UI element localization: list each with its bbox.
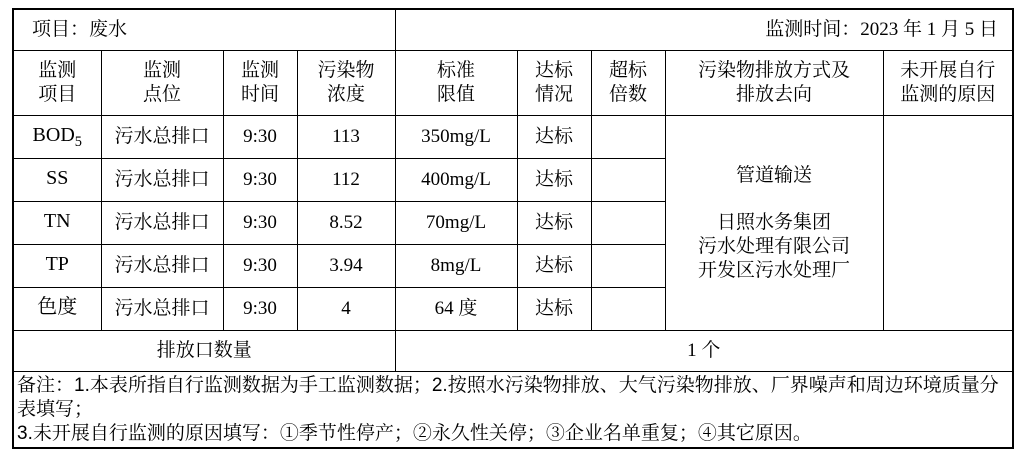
cell-time: 9:30	[223, 116, 297, 159]
col-header-discharge	[665, 51, 883, 116]
cell-item-main: 色度	[37, 296, 78, 318]
cell-time: 9:30	[223, 202, 297, 245]
column-header-row	[13, 51, 1013, 116]
monitoring-report-table	[12, 8, 1014, 449]
col-header-exceed	[591, 51, 665, 116]
date-label: 监测时间：2023 年 1 月 5 日	[395, 9, 1013, 51]
notes-line2: 3.未开展自行监测的原因填写：①季节性停产；②永久性关停；③企业名单重复；④其它原因。	[17, 422, 812, 444]
cell-discharge-method	[665, 116, 883, 331]
col-header-time	[223, 51, 297, 116]
cell-exceed	[591, 288, 665, 331]
cell-exceed	[591, 116, 665, 159]
cell-exceed	[591, 245, 665, 288]
cell-point: 污水总排口	[101, 245, 223, 288]
col-header-limit-line1: 标准	[437, 60, 476, 82]
cell-status: 达标	[517, 288, 591, 331]
col-header-discharge-line1: 污染物排放方式及	[698, 60, 851, 82]
cell-item-main: SS	[46, 167, 69, 189]
cell-item-sub: 5	[74, 134, 82, 150]
discharge-line1: 管道输送	[736, 164, 813, 186]
cell-item	[13, 202, 101, 245]
report-header-row	[13, 9, 1013, 51]
cell-concentration: 112	[297, 159, 395, 202]
discharge-line4: 污水处理有限公司	[698, 235, 851, 257]
col-header-status	[517, 51, 591, 116]
cell-item-main: TN	[43, 210, 71, 232]
cell-no-monitor-reason	[883, 116, 1013, 331]
col-header-point-line2: 点位	[142, 84, 181, 105]
project-label: 项目：废水	[13, 9, 395, 51]
col-header-item-line1: 监测	[38, 60, 77, 82]
cell-concentration: 4	[297, 288, 395, 331]
cell-point: 污水总排口	[101, 202, 223, 245]
outlet-count-label: 排放口数量	[13, 331, 395, 372]
cell-concentration: 113	[297, 116, 395, 159]
outlet-count-value: 1 个	[395, 331, 1013, 372]
col-header-limit-line2: 限值	[437, 84, 476, 105]
col-header-exceed-line2: 倍数	[609, 84, 648, 105]
col-header-point	[101, 51, 223, 116]
cell-time: 9:30	[223, 288, 297, 331]
cell-point: 污水总排口	[101, 159, 223, 202]
col-header-time-line1: 监测	[240, 60, 279, 82]
col-header-limit	[395, 51, 517, 116]
table-row	[13, 116, 1013, 159]
cell-item-main: BOD	[32, 124, 75, 146]
col-header-exceed-line1: 超标	[609, 60, 648, 82]
cell-item	[13, 288, 101, 331]
cell-limit: 8mg/L	[395, 245, 517, 288]
cell-exceed	[591, 159, 665, 202]
notes-row	[13, 372, 1013, 449]
cell-time: 9:30	[223, 245, 297, 288]
col-header-point-line1: 监测	[142, 60, 181, 82]
outlet-count-row	[13, 331, 1013, 372]
cell-limit: 70mg/L	[395, 202, 517, 245]
cell-status: 达标	[517, 159, 591, 202]
col-header-concentration	[297, 51, 395, 116]
cell-item	[13, 116, 101, 159]
discharge-line2	[669, 187, 880, 211]
notes-cell	[13, 372, 1013, 449]
cell-status: 达标	[517, 245, 591, 288]
cell-concentration: 8.52	[297, 202, 395, 245]
cell-limit: 350mg/L	[395, 116, 517, 159]
col-header-no-monitor-reason-line2: 监测的原因	[900, 84, 996, 105]
col-header-no-monitor-reason-line1: 未开展自行	[900, 60, 996, 82]
col-header-discharge-line2: 排放去向	[736, 84, 813, 105]
cell-item-main: TP	[45, 253, 69, 275]
col-header-item-line2: 项目	[38, 84, 77, 105]
cell-exceed	[591, 202, 665, 245]
cell-limit: 400mg/L	[395, 159, 517, 202]
notes-line1: 备注：1.本表所指自行监测数据为手工监测数据；2.按照水污染物排放、大气污染物排放、厂界噪声和周边环境质量分表填写；	[17, 375, 999, 420]
cell-status: 达标	[517, 116, 591, 159]
cell-item	[13, 245, 101, 288]
col-header-no-monitor-reason	[883, 51, 1013, 116]
discharge-line3: 日照水务集团	[717, 212, 832, 234]
col-header-concentration-line2: 浓度	[327, 84, 366, 105]
cell-item	[13, 159, 101, 202]
cell-point: 污水总排口	[101, 288, 223, 331]
col-header-status-line2: 情况	[535, 84, 574, 105]
discharge-line5: 开发区污水处理厂	[698, 259, 851, 281]
col-header-status-line1: 达标	[535, 60, 574, 82]
cell-concentration: 3.94	[297, 245, 395, 288]
cell-limit: 64 度	[395, 288, 517, 331]
col-header-time-line2: 时间	[240, 84, 279, 105]
col-header-item	[13, 51, 101, 116]
cell-time: 9:30	[223, 159, 297, 202]
cell-point: 污水总排口	[101, 116, 223, 159]
col-header-concentration-line1: 污染物	[317, 60, 375, 82]
cell-status: 达标	[517, 202, 591, 245]
